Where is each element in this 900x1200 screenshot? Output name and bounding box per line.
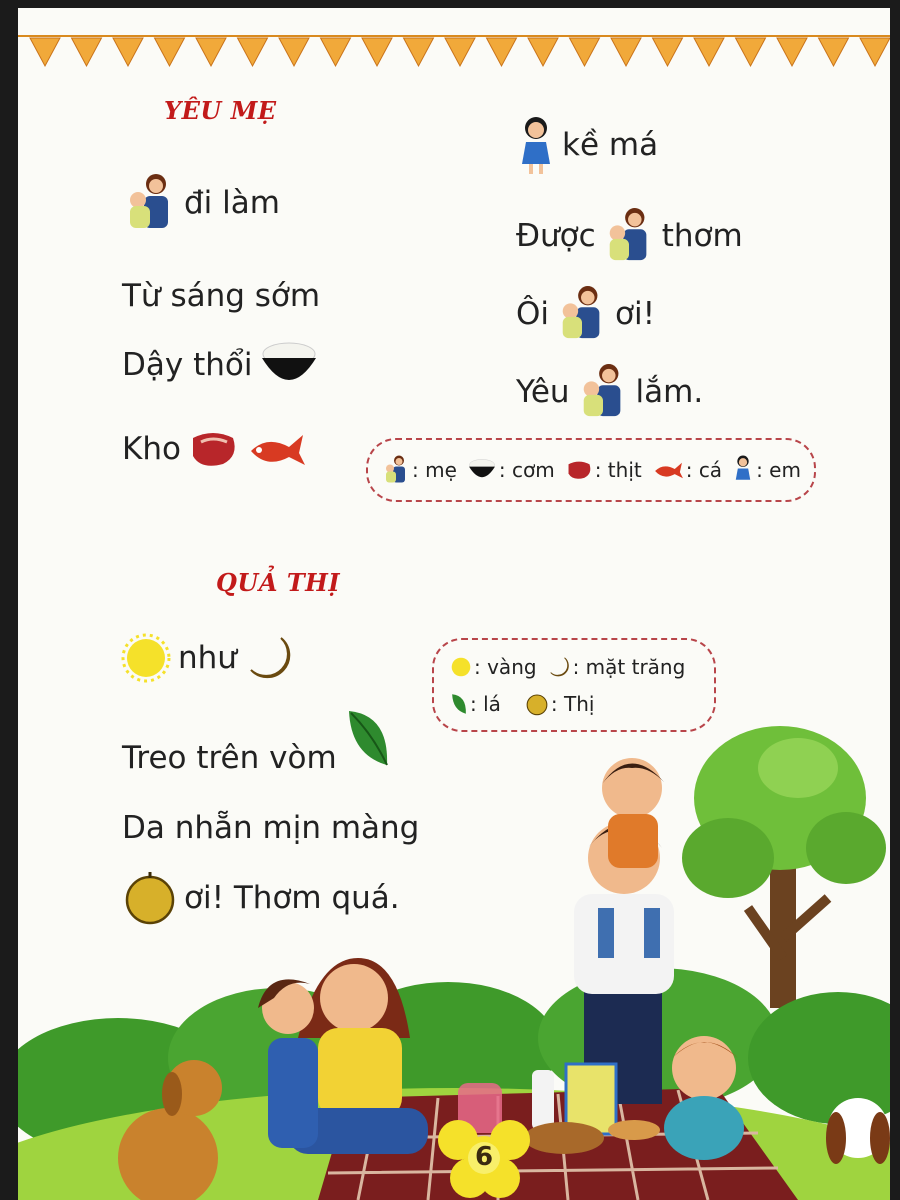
poem-text: Dậy thổi <box>122 347 253 383</box>
poem-text: đi làm <box>184 185 280 221</box>
legend-item <box>382 453 457 487</box>
mother-icon <box>576 360 630 424</box>
poem-line <box>516 282 661 346</box>
page-number: 6 <box>474 1142 494 1172</box>
legend-label: : mặt trăng <box>572 654 686 679</box>
bunting-flag <box>321 38 351 66</box>
poem-line <box>122 278 326 314</box>
bunting-flag <box>155 38 185 66</box>
bunting-flag <box>30 38 60 66</box>
poem-title-qua-thi: QUẢ THỊ <box>216 568 341 597</box>
legend-label: : mẹ <box>412 458 457 482</box>
bunting-flag <box>238 38 268 66</box>
legend-item <box>547 655 686 679</box>
mother-icon <box>122 170 178 236</box>
bunting-flag <box>196 38 226 66</box>
bunting-flag <box>279 38 309 66</box>
bunting-flag <box>653 38 683 66</box>
rice-bowl-icon <box>467 458 497 482</box>
legend-label: : cá <box>685 458 723 482</box>
moon-icon <box>243 632 295 684</box>
bunting-flag <box>736 38 766 66</box>
girl-icon <box>516 114 556 176</box>
bunting-flag <box>528 38 558 66</box>
bunting-flag <box>694 38 724 66</box>
bunting-flag <box>362 38 392 66</box>
poem-line <box>120 632 295 684</box>
moon-icon <box>547 655 571 679</box>
bunting-flag <box>860 38 890 66</box>
meat-icon <box>187 428 239 470</box>
legend-label: : vàng <box>474 654 537 679</box>
bunting-flag <box>487 38 517 66</box>
poem-line <box>516 114 664 176</box>
bunting-flag <box>611 38 641 66</box>
legend-label: : Thị <box>550 691 595 716</box>
bunting-flag <box>72 38 102 66</box>
poem-text: Được <box>516 218 596 254</box>
mother-icon <box>382 453 410 487</box>
poem-text: như <box>178 640 237 676</box>
legend-label: : lá <box>470 691 501 716</box>
legend-item <box>652 458 722 482</box>
bunting-decoration <box>18 32 890 70</box>
poem-line <box>516 360 709 424</box>
poem-text: kề má <box>562 127 659 163</box>
bunting-flag <box>404 38 434 66</box>
poem-title-yeu-me: YÊU MẸ <box>164 96 277 125</box>
poem-text: ơi! Thơm quá. <box>184 880 400 916</box>
poem-text: Yêu <box>516 374 570 410</box>
mother-icon <box>602 204 656 268</box>
meat-icon <box>565 459 593 481</box>
legend-item <box>450 655 537 679</box>
poem-text: thơm <box>661 218 743 254</box>
girl-icon <box>732 454 754 486</box>
rice-bowl-icon <box>258 340 320 390</box>
poem-line <box>516 204 749 268</box>
poem-line <box>122 170 286 236</box>
poem-text: Da nhẵn mịn màng <box>122 810 420 846</box>
legend-item <box>467 458 555 482</box>
bunting-flag <box>113 38 143 66</box>
bunting-flag <box>819 38 849 66</box>
sun-icon <box>450 656 472 678</box>
poem-text: Treo trên vòm <box>122 740 337 776</box>
sun-icon <box>120 632 172 684</box>
legend-label: : thịt <box>594 458 642 482</box>
legend-label: : cơm <box>498 458 555 482</box>
mother-icon <box>555 282 609 346</box>
legend-item <box>732 454 801 486</box>
family-picnic-illustration <box>18 708 890 1200</box>
poem-text: Ôi <box>516 296 550 332</box>
poem-text: ơi! <box>615 296 656 332</box>
fish-icon <box>652 459 684 481</box>
bunting-flag <box>445 38 475 66</box>
poem-line <box>122 428 307 470</box>
legend-label: : em <box>756 458 801 482</box>
legend-box-yeu-me <box>366 438 816 502</box>
book-page <box>18 8 890 1200</box>
poem-line <box>122 340 320 390</box>
fish-icon <box>245 429 307 469</box>
poem-text: Từ sáng sớm <box>122 278 321 314</box>
bunting-flag <box>570 38 600 66</box>
legend-item <box>565 458 642 482</box>
bunting-flag <box>777 38 807 66</box>
poem-text: lắm. <box>635 374 704 410</box>
poem-text: Kho <box>122 431 181 467</box>
